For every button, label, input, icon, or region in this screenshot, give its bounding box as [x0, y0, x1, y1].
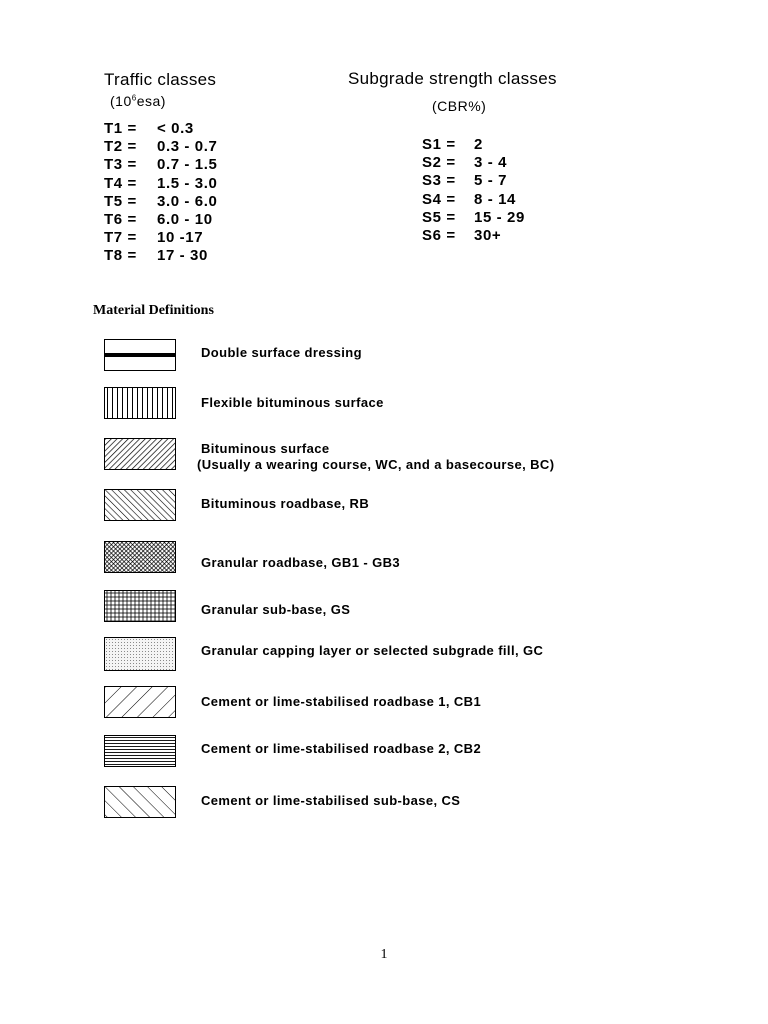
traffic-unit-superscript: 6 [131, 93, 137, 103]
cement-stabilised-roadbase-2-swatch [104, 735, 176, 767]
subgrade-class-code: S3 = [422, 172, 456, 190]
flexible-bituminous-surface-swatch [104, 387, 176, 419]
traffic-unit-suffix: esa) [136, 93, 166, 109]
material-label-note: (Usually a wearing course, WC, and a basecourse, BC) [197, 457, 555, 472]
subgrade-class-range: 5 - 7 [474, 172, 508, 190]
material-label: Granular roadbase, GB1 - GB3 [201, 555, 401, 570]
traffic-class-code: T7 = [104, 229, 137, 247]
material-label: Cement or lime-stabilised roadbase 2, CB2 [201, 741, 482, 756]
bituminous-surface-swatch [104, 438, 176, 470]
page-number: 1 [380, 947, 388, 962]
traffic-class-range: 3.0 - 6.0 [157, 192, 218, 210]
material-label: Bituminous roadbase, RB [201, 496, 370, 511]
traffic-class-item [104, 138, 217, 156]
subgrade-class-item [422, 154, 525, 172]
traffic-class-code: T4 = [104, 174, 137, 192]
material-label: Granular capping layer or selected subgrade fill, GC [201, 643, 544, 658]
traffic-class-range: 0.3 - 0.7 [157, 138, 218, 156]
subgrade-class-item [422, 227, 525, 245]
subgrade-class-range: 3 - 4 [474, 154, 508, 172]
subgrade-class-item [422, 191, 525, 209]
subgrade-classes-title: Subgrade strength classes [348, 69, 557, 88]
subgrade-class-range: 30+ [474, 226, 502, 244]
traffic-class-item [104, 211, 217, 229]
traffic-class-code: T8 = [104, 247, 137, 265]
bituminous-roadbase-swatch [104, 489, 176, 521]
traffic-class-range: 10 -17 [157, 229, 204, 247]
material-label: Bituminous surface [201, 441, 330, 456]
traffic-class-code: T1 = [104, 120, 137, 137]
subgrade-class-range: 8 - 14 [474, 190, 516, 208]
subgrade-class-code: S4 = [422, 190, 456, 208]
traffic-class-item [104, 229, 217, 247]
traffic-classes-title: Traffic classes [104, 70, 217, 89]
subgrade-class-list [422, 136, 525, 245]
traffic-unit-prefix: (10 [110, 93, 132, 109]
subgrade-class-item [422, 136, 525, 154]
double-surface-dressing-swatch [104, 339, 176, 371]
granular-capping-layer-swatch [104, 637, 176, 671]
traffic-class-item [104, 156, 217, 174]
traffic-class-range: 6.0 - 10 [157, 210, 213, 228]
subgrade-class-range: 2 [474, 136, 483, 153]
subgrade-class-code: S1 = [422, 136, 456, 153]
subgrade-class-item [422, 209, 525, 227]
traffic-class-range: 17 - 30 [157, 247, 208, 265]
material-label: Flexible bituminous surface [201, 395, 384, 410]
traffic-class-item [104, 247, 217, 265]
traffic-class-code: T3 = [104, 156, 137, 174]
granular-roadbase-swatch [104, 541, 176, 573]
traffic-class-code: T6 = [104, 210, 137, 228]
traffic-class-item [104, 120, 217, 138]
traffic-class-code: T2 = [104, 138, 137, 156]
material-definitions-title: Material Definitions [93, 303, 214, 318]
cement-stabilised-roadbase-1-swatch [104, 686, 176, 718]
subgrade-class-range: 15 - 29 [474, 208, 525, 226]
subgrade-unit: (CBR%) [432, 98, 487, 114]
material-label: Double surface dressing [201, 345, 362, 360]
traffic-class-code: T5 = [104, 192, 137, 210]
traffic-class-range: < 0.3 [157, 120, 194, 137]
subgrade-class-code: S6 = [422, 226, 456, 244]
material-label: Granular sub-base, GS [201, 602, 351, 617]
traffic-class-range: 1.5 - 3.0 [157, 174, 218, 192]
traffic-class-range: 0.7 - 1.5 [157, 156, 218, 174]
cement-stabilised-sub-base-swatch [104, 786, 176, 818]
granular-sub-base-swatch [104, 590, 176, 622]
traffic-unit [110, 93, 166, 109]
traffic-class-item [104, 175, 217, 193]
material-label: Cement or lime-stabilised roadbase 1, CB1 [201, 694, 482, 709]
traffic-class-item [104, 193, 217, 211]
subgrade-class-item [422, 172, 525, 190]
traffic-class-list [104, 120, 217, 266]
subgrade-class-code: S5 = [422, 208, 456, 226]
material-label: Cement or lime-stabilised sub-base, CS [201, 793, 461, 808]
subgrade-class-code: S2 = [422, 154, 456, 172]
